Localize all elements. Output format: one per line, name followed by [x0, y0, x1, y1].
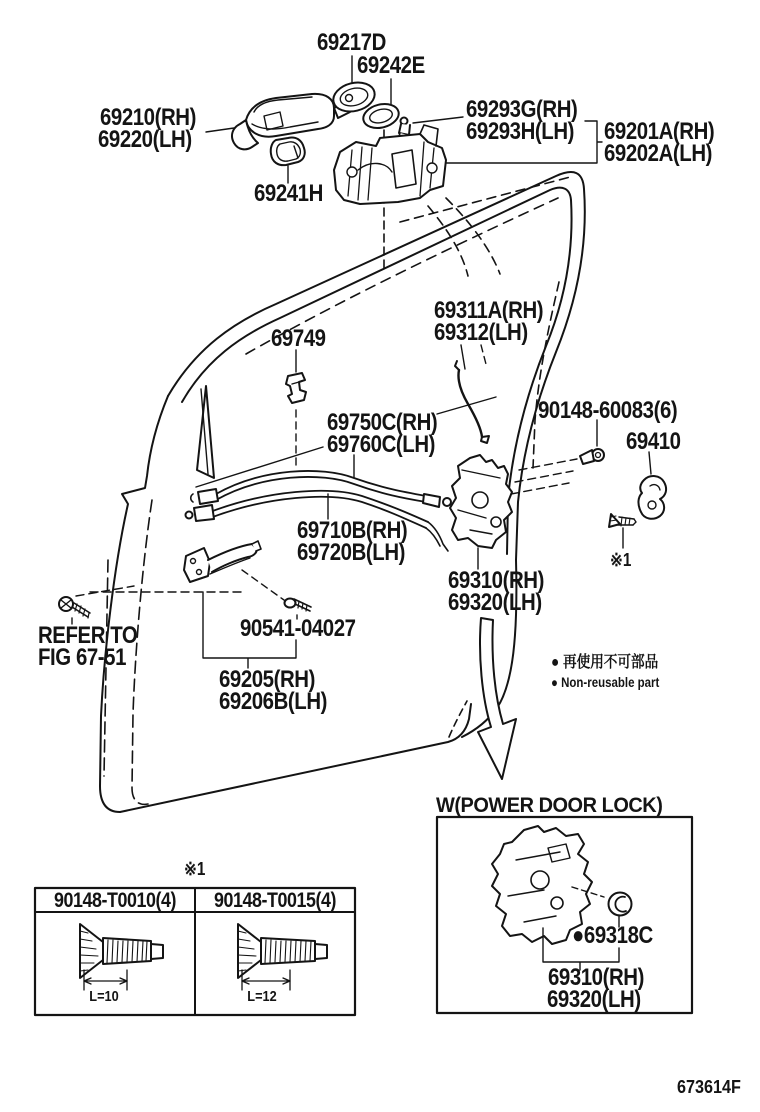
door-clip-69749: [286, 373, 306, 403]
hinge-part-69410: [638, 476, 666, 519]
handle-frame-assembly: [334, 125, 446, 204]
callout-69241h: 69241H: [254, 180, 323, 207]
callout-69318c: ●69318C: [572, 922, 653, 949]
callout-69242e: 69242E: [357, 52, 425, 79]
table-length-l12: L=12: [247, 988, 277, 1005]
callout-69320: 69320(LH): [448, 589, 542, 616]
table-screw-1: [80, 924, 163, 990]
table-screw-2: [238, 924, 327, 990]
table-header-t0010: 90148-T0010(4): [53, 889, 177, 912]
callout-69310: 69310(RH): [448, 567, 544, 594]
refer-note-line1: REFER TO: [38, 622, 138, 649]
callout-69205: 69205(RH): [219, 666, 315, 693]
screw-star1: [609, 514, 636, 527]
callout-box-69310: 69310(RH): [548, 964, 644, 991]
screw-refer: [59, 597, 90, 618]
callout-69293g: 69293G(RH): [466, 96, 578, 123]
check-strap: [184, 541, 261, 582]
note-non-reusable-en: ● Non-reusable part: [551, 675, 660, 690]
callout-69293h: 69293H(LH): [466, 118, 574, 145]
table-ref-star1: ※1: [184, 859, 206, 879]
callout-90541: 90541-04027: [240, 615, 356, 642]
table-header-t0015: 90148-T0015(4): [213, 889, 337, 912]
callout-box-69320: 69320(LH): [547, 986, 641, 1013]
callout-69750c: 69750C(RH): [327, 409, 438, 436]
callout-69710b: 69710B(RH): [297, 517, 408, 544]
table-length-l10: L=10: [89, 988, 119, 1005]
callout-69749: 69749: [271, 325, 326, 352]
screw-90148-60083: [580, 449, 604, 464]
power-box-title: W(POWER DOOR LOCK): [436, 794, 663, 817]
lock-rod: [455, 361, 489, 443]
callout-69220: 69220(LH): [98, 126, 192, 153]
down-arrow: [478, 618, 516, 779]
callout-69760c: 69760C(LH): [327, 431, 435, 458]
callout-69206b: 69206B(LH): [219, 688, 327, 715]
callout-69217d: 69217D: [317, 29, 386, 56]
figure-code: 673614F: [677, 1077, 741, 1097]
callout-69311a: 69311A(RH): [434, 297, 544, 324]
callout-69210: 69210(RH): [100, 104, 196, 131]
callout-69312: 69312(LH): [434, 319, 528, 346]
ref-mark-star1: ※1: [610, 550, 632, 570]
note-non-reusable-jp: ● 再使用不可部品: [551, 654, 659, 671]
callout-90148-60083: 90148-60083(6): [538, 397, 678, 424]
grommet: [609, 893, 632, 916]
callout-69410: 69410: [626, 428, 681, 455]
callout-69202a: 69202A(LH): [604, 140, 712, 167]
callout-69201a: 69201A(RH): [604, 118, 715, 145]
callout-69720b: 69720B(LH): [297, 539, 405, 566]
handle-pad: [271, 137, 305, 165]
leader-lines-middle: [72, 345, 651, 668]
door-lock-assembly: [450, 455, 512, 548]
screw-90541: [285, 599, 312, 612]
refer-note-line2: FIG 67-51: [38, 644, 127, 671]
